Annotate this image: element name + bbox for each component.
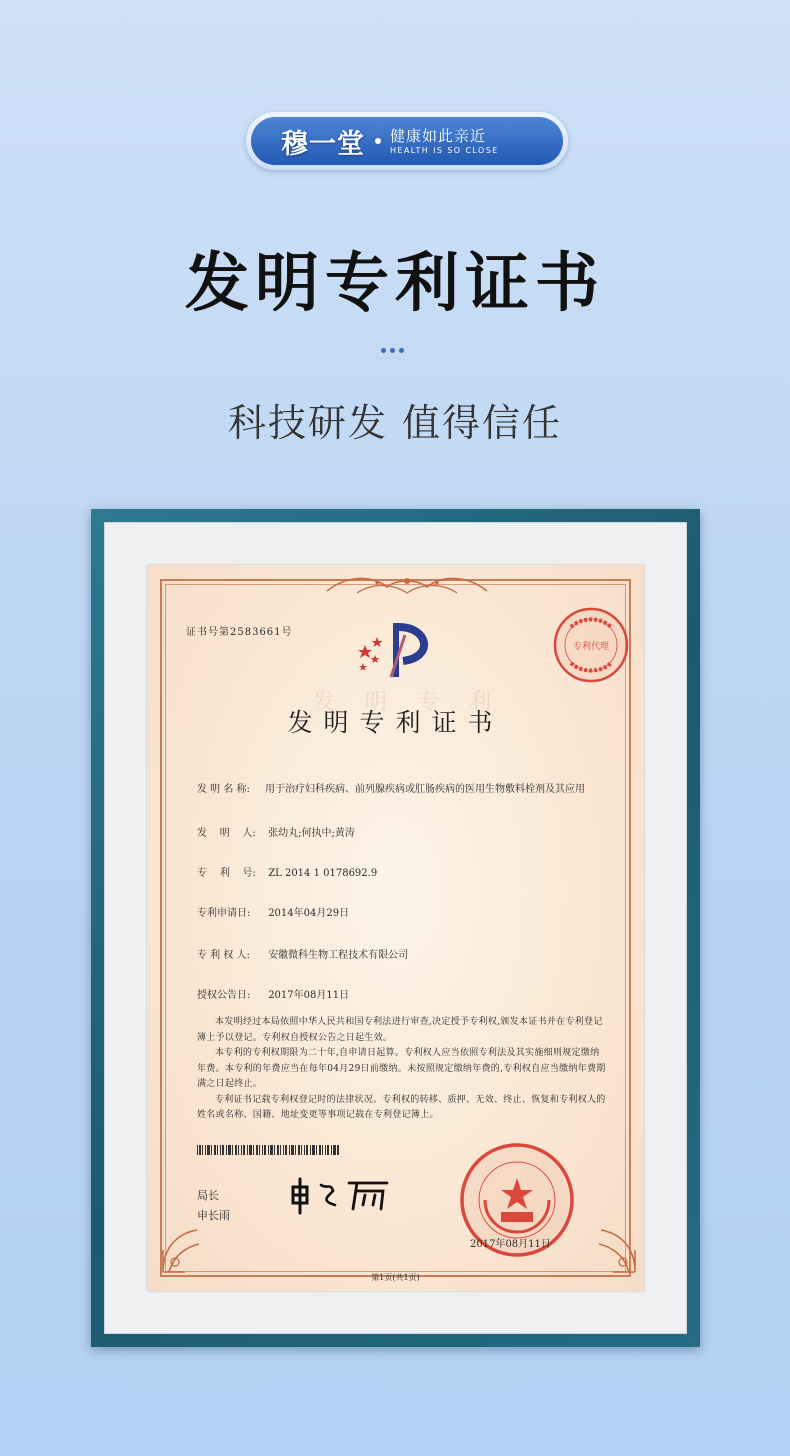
body-paragraph: 专利证书记载专利权登记时的法律状况。专利权的转移、质押、无效、终止、恢复和专利权人的姓名或名称、国籍、地址变更等事项记载在专利登记簿上。 — [197, 1094, 606, 1120]
field-label: 专 利 权 人: — [197, 950, 250, 961]
field-patentee — [197, 949, 408, 963]
field-value: 安徽微科生物工程技术有限公司 — [268, 950, 409, 961]
agency-seal-icon — [551, 605, 631, 685]
signatory-name: 申长雨 — [197, 1209, 230, 1222]
corner-ornament-right-icon — [583, 1220, 643, 1280]
brand-badge — [246, 112, 568, 170]
patent-office-logo-icon — [353, 615, 443, 685]
brand-badge-inner — [251, 117, 563, 165]
brand-slogan-cn: 健康如此亲近 — [390, 126, 487, 145]
field-label: 发 明 名 称: — [197, 784, 250, 795]
certificate-paper — [147, 565, 644, 1291]
brand-name: 穆一堂 — [281, 128, 365, 160]
brand-slogan — [390, 127, 499, 156]
page-title: 发明专利证书 — [185, 246, 605, 321]
handwritten-signature-icon — [287, 1175, 407, 1215]
field-value: 用于治疗妇科疾病、前列腺疾病或肛肠疾病的医用生物敷料栓剂及其应用 — [265, 784, 585, 795]
signatory-title: 局长 — [197, 1189, 219, 1202]
page-number: 第1页(共1页) — [371, 1273, 420, 1282]
page-subtitle: 科技研发 值得信任 — [227, 401, 563, 445]
certificate-body-text — [197, 1015, 607, 1124]
field-value: 2014年04月29日 — [268, 908, 350, 919]
barcode-icon — [197, 1145, 339, 1155]
field-patent-number — [197, 867, 377, 881]
field-label: 专利申请日: — [197, 908, 251, 919]
seal-date: 2017年08月11日 — [470, 1239, 551, 1250]
field-inventors — [197, 827, 355, 841]
field-label: 专 利 号: — [197, 868, 256, 879]
field-value: 张幼丸;何执中;黄涛 — [268, 828, 355, 839]
certificate-mat — [104, 522, 687, 1334]
field-invention-name — [197, 783, 617, 797]
background-watermark: 发明专利 — [312, 690, 521, 715]
top-ornament-icon — [317, 573, 497, 599]
field-label: 发 明 人: — [197, 828, 256, 839]
title-dots-divider — [381, 348, 404, 353]
agency-seal-text: 专利代理 — [572, 642, 610, 652]
certificate-title: 发明专利证书 — [287, 708, 504, 737]
field-value: ZL 2014 1 0178692.9 — [268, 868, 378, 879]
field-filing-date — [197, 907, 349, 921]
field-grant-date — [197, 989, 349, 1003]
body-paragraph: 本专利的专利权期限为二十年,自申请日起算。专利权人应当依照专利法及其实施细则规定缴纳年费。本专利的年费应当在每年04月29日前缴纳。未按照规定缴纳年费的,专利权自应当缴纳年费期满之日起终止。 — [197, 1048, 606, 1089]
certificate-number: 证书号第2583661号 — [186, 627, 293, 638]
body-paragraph: 本发明经过本局依照中华人民共和国专利法进行审查,决定授予专利权,颁发本证书并在专利登记簿上予以登记。专利权自授权公告之日起生效。 — [197, 1017, 603, 1043]
brand-separator-dot — [375, 138, 381, 144]
corner-ornament-left-icon — [155, 1220, 215, 1280]
certificate-frame — [91, 509, 700, 1347]
brand-slogan-en: HEALTH IS SO CLOSE — [390, 145, 499, 155]
field-value: 2017年08月11日 — [268, 990, 350, 1001]
field-label: 授权公告日: — [197, 990, 251, 1001]
